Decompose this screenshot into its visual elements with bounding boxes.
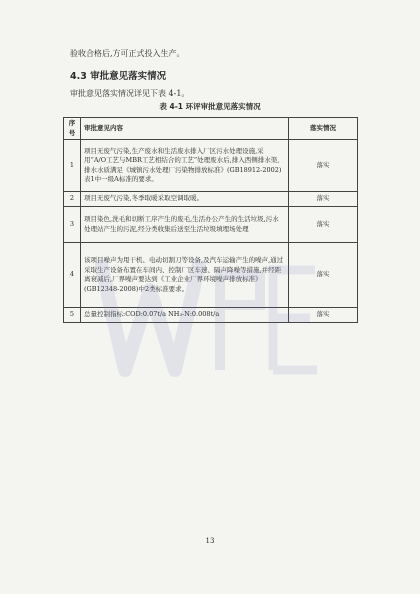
header-seq: 序号 [64,118,81,140]
row-seq: 1 [64,140,81,192]
row-status: 落实 [289,243,358,308]
row-seq: 2 [64,192,81,207]
row-content: 项目染色,洗毛和切断工序产生的废毛,生活办公产生的生活垃圾,污水处理站产生的污泥,经分类收集后送至生活垃圾填埋场处理 [81,207,289,243]
table-row [64,140,358,192]
header-content: 审批意见内容 [81,118,289,140]
row-status: 落实 [289,207,358,243]
section-heading: 4.3 审批意见落实情况 [70,71,167,82]
paragraph-reference: 审批意见落实情况详见下表 4-1。 [70,89,190,98]
table-caption: 表 4-1 环评审批意见落实情况 [159,102,261,111]
row-content: 该项目噪声为甩干机、电动切割刀等设备,及汽车运输产生的噪声,通过采取生产设备布置在车间内、控制厂区车速、隔声降噪等措施,并经距离衰减后,厂界噪声要达到《工业企业厂界环境噪声排放标准》(GB12348-2008)中2类标准要求。 [81,243,289,308]
row-status: 落实 [289,140,358,192]
watermark-logo [95,250,325,380]
row-content: 项目无废气污染,生产废水和生活废水排入厂区污水处理设施,采用“A/O工艺与MBR工艺相结合的工艺”处理废水后,排入西侧排水渠,排水水质满足《城镇污水处理厂污染物排放标准》(GB18912-2002)表1中一级A标准的要求。 [81,140,289,192]
table-row [64,192,358,207]
row-seq: 3 [64,207,81,243]
paragraph-intro: 验收合格后,方可正式投入生产。 [70,49,185,58]
row-content: 项目无废气污染,冬季取暖采取空调取暖。 [81,192,289,207]
row-status: 落实 [289,192,358,207]
row-content: 总量控制指标:COD:0.07t/a NH₃-N:0.008t/a [81,308,289,323]
row-seq: 5 [64,308,81,323]
row-status: 落实 [289,308,358,323]
row-seq: 4 [64,243,81,308]
table-header-row [64,118,358,140]
header-status: 落实情况 [289,118,358,140]
page-number: 13 [205,537,215,545]
table-row [64,207,358,243]
